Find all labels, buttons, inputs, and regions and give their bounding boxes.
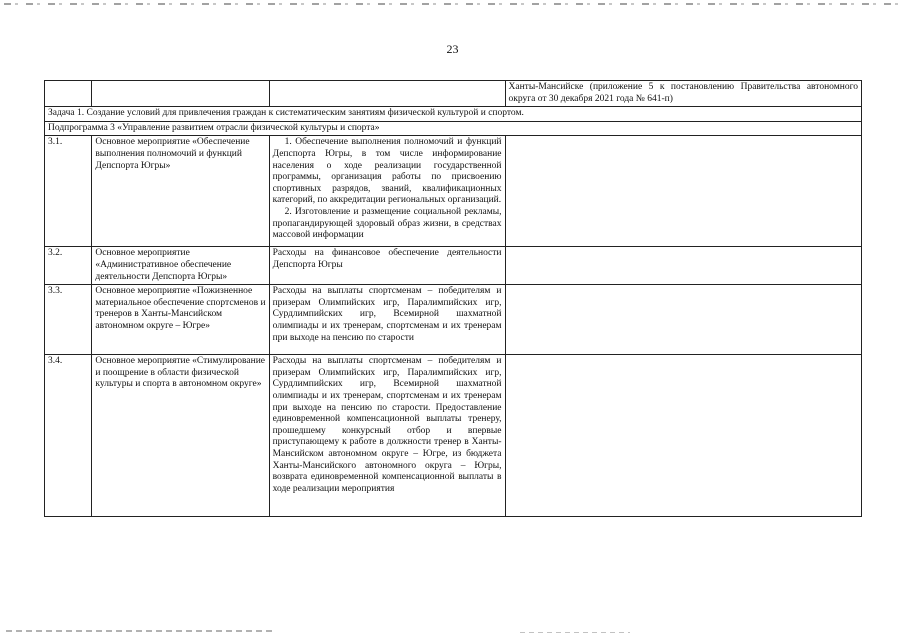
table-cell [269, 81, 505, 107]
table-row [45, 136, 862, 247]
measure-name: Основное мероприятие «Стимулирование и поощрение в области физической культуры и спорта в автономном округе» [92, 355, 269, 517]
task-row [45, 107, 862, 122]
measure-description: Расходы на выплаты спортсменам – победителям и призерам Олимпийских игр, Паралимпийских игр, Сурдлимпийских игр, Всемирной шахматной олимпиады и их тренерам, спортсменам и их тренерам при выходе на пенсию по старости [269, 285, 505, 355]
table-row [45, 355, 862, 517]
task-heading: Задача 1. Создание условий для привлечения граждан к систематическим занятиям физической культурой и спортом. [45, 107, 862, 122]
table-row [45, 81, 862, 107]
measure-description [269, 136, 505, 247]
table-cell [505, 285, 861, 355]
scan-artifact-bottom-mid [520, 632, 630, 633]
table-cell [92, 81, 269, 107]
measure-name: Основное мероприятие «Обеспечение выполнения полномочий и функций Депспорта Югры» [92, 136, 269, 247]
scan-artifact-top [4, 3, 901, 5]
row-number: 3.4. [45, 355, 92, 517]
table-row [45, 285, 862, 355]
table-row [45, 247, 862, 285]
row-number: 3.1. [45, 136, 92, 247]
measure-description: Расходы на выплаты спортсменам – победителям и призерам Олимпийских игр, Паралимпийских игр, Сурдлимпийских игр, Всемирной шахматной олимпиады и их тренерам, спортсменам и их тренерам при выходе на пенсию по старости. Предоставление единовременной компенсационной выплаты тренеру, прошедшему конкурсный отбор и впервые приступающему к работе в должности тренер в Ханты-Мансийском автономном округе – Югре, из бюджета Ханты-Мансийского автономного округа – Югры, возврата единовременной компенсационной выплаты в ходе реализации мероприятия [269, 355, 505, 517]
table-cell [505, 136, 861, 247]
table-cell [505, 247, 861, 285]
measure-name: Основное мероприятие «Пожизненное материальное обеспечение спортсменов и тренеров в Ханты-Мансийском автономном округе – Югре» [92, 285, 269, 355]
page-number: 23 [446, 42, 459, 56]
measure-description: Расходы на финансовое обеспечение деятельности Депспорта Югры [269, 247, 505, 285]
row-number: 3.3. [45, 285, 92, 355]
subprogram-row [45, 121, 862, 136]
table-cell: Ханты-Мансийске (приложение 5 к постановлению Правительства автономного округа от 30 декабря 2021 года № 641-п) [505, 81, 861, 107]
description-paragraph: 1. Обеспечение выполнения полномочий и функций Депспорта Югры, в том числе информирование населения о ходе реализации государственной программы, организация работы по присвоению спортивных разрядов, званий, квалификационных категорий, по аккредитации региональных организаций. [272, 137, 502, 206]
row-number: 3.2. [45, 247, 92, 285]
subprogram-heading: Подпрограмма 3 «Управление развитием отрасли физической культуры и спорта» [45, 121, 862, 136]
table-cell [505, 355, 861, 517]
measures-table [44, 80, 862, 517]
measure-name: Основное мероприятие «Административное обеспечение деятельности Депспорта Югры» [92, 247, 269, 285]
table-cell [45, 81, 92, 107]
description-paragraph: 2. Изготовление и размещение социальной рекламы, пропагандирующей здоровый образ жизни, в средствах массовой информации [272, 206, 502, 241]
scan-artifact-bottom [6, 630, 276, 632]
